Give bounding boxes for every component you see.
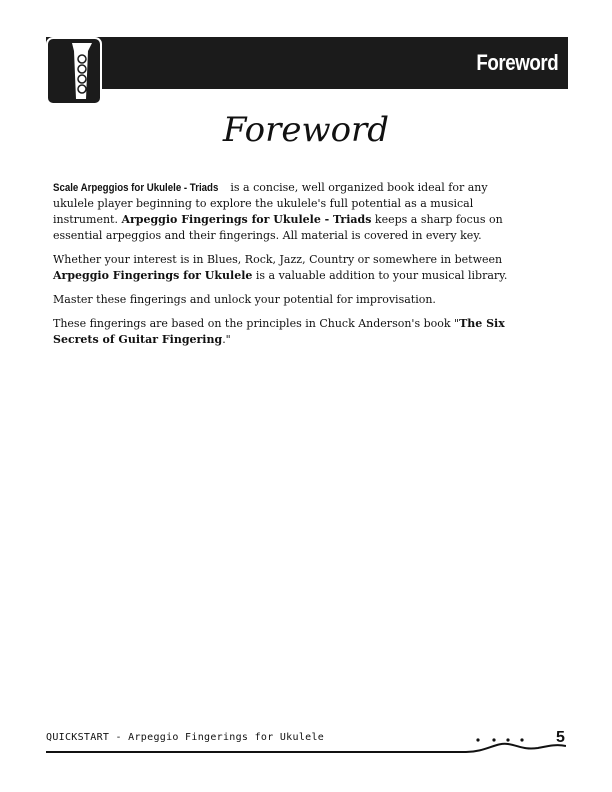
page-number: 5 <box>556 729 565 746</box>
guitar-neck-line-icon <box>46 738 566 760</box>
paragraph-3 <box>53 292 523 308</box>
paragraph-1-text-b: keeps a sharp focus on essential arpeggios and their fingerings. All material is covered in every key. <box>53 213 503 242</box>
paragraph-3-text: Master these fingerings and unlock your potential for improvisation. <box>53 293 436 306</box>
paragraph-2-text-b: is a valuable addition to your musical library. <box>252 269 508 282</box>
paragraph-4-bold: The Six Secrets of Guitar Fingering <box>53 317 505 346</box>
paragraph-4-text-b: ." <box>222 333 231 346</box>
book-title-lead: Scale Arpeggios for Ukulele - Triads <box>53 182 219 194</box>
footer-text: QUICKSTART - Arpeggio Fingerings for Ukulele <box>46 732 325 743</box>
paragraph-1 <box>53 180 523 244</box>
header-bar <box>46 37 568 89</box>
paragraph-2-text-a: Whether your interest is in Blues, Rock, Jazz, Country or somewhere in between <box>53 253 503 266</box>
paragraph-1-text-a: is a concise, well organized book ideal for any ukulele player beginning to explore the ukulele's full potential as a musical instrument. <box>53 181 488 226</box>
paragraph-4-text-a: These fingerings are based on the principles in Chuck Anderson's book " <box>53 317 460 330</box>
ukulele-headstock-icon <box>46 37 102 105</box>
body-text <box>53 180 523 356</box>
book-title-bold: Arpeggio Fingerings for Ukulele - Triads <box>121 213 372 226</box>
page-title: Foreword <box>222 110 390 150</box>
header-title: Foreword <box>476 50 558 75</box>
paragraph-2-bold: Arpeggio Fingerings for Ukulele <box>53 269 253 282</box>
paragraph-4 <box>53 316 523 348</box>
paragraph-2 <box>53 252 523 284</box>
